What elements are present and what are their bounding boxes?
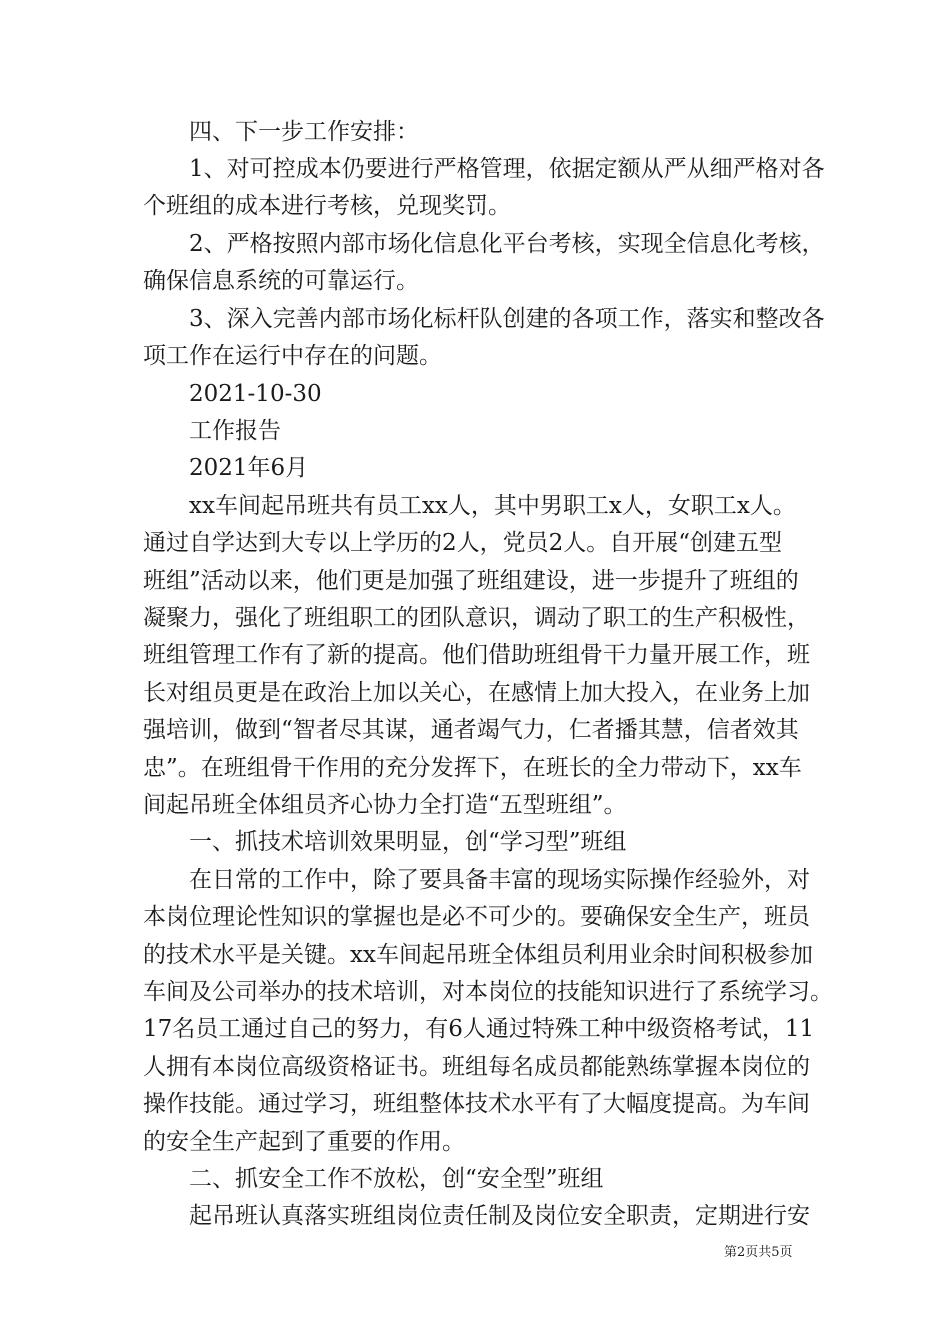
- text-line: 强培训，做到“智者尽其谋，通者竭气力，仁者播其慧，信者效其: [143, 717, 799, 743]
- section-heading: 二、抓安全工作不放松，创“安全型”班组: [189, 1166, 604, 1192]
- text-line: 人拥有本岗位高级资格证书。班组每名成员都能熟练掌握本岗位的: [143, 1054, 810, 1080]
- text-line: 班组”活动以来，他们更是加强了班组建设，进一步提升了班组的: [143, 568, 799, 594]
- section-heading: 一、抓技术培训效果明显，创“学习型”班组: [189, 829, 627, 855]
- text-line: 2021-10-30: [189, 381, 322, 407]
- text-line: 2、严格按照内部市场化信息化平台考核，实现全信息化考核，: [189, 231, 825, 257]
- text-line: 长对组员更是在政治上加以关心，在感情上加大投入，在业务上加: [143, 680, 810, 706]
- text-line: 间起吊班全体组员齐心协力全打造“五型班组”。: [143, 792, 627, 818]
- text-line: 1、对可控成本仍要进行严格管理，依据定额从严从细严格对各: [189, 156, 825, 182]
- text-line: 在日常的工作中，除了要具备丰富的现场实际操作经验外，对: [189, 867, 810, 893]
- text-line: 班组管理工作有了新的提高。他们借助班组骨干力量开展工作，班: [143, 642, 810, 668]
- text-line: 17名员工通过自己的努力，有6人通过特殊工种中级资格考试，11: [143, 1016, 815, 1042]
- text-line: 本岗位理论性知识的掌握也是必不可少的。要确保安全生产，班员: [143, 904, 810, 930]
- page-number: 第2页共5页: [724, 1245, 793, 1260]
- text-line: 通过自学达到大专以上学历的2人，党员2人。自开展“创建五型: [143, 530, 783, 556]
- text-line: 2021年6月: [189, 455, 309, 481]
- text-line: 车间及公司举办的技术培训，对本岗位的技能知识进行了系统学习。: [143, 979, 833, 1005]
- text-line: 工作报告: [189, 418, 281, 444]
- text-line: 的安全生产起到了重要的作用。: [143, 1129, 465, 1155]
- text-line: 操作技能。通过学习，班组整体技术水平有了大幅度提高。为车间: [143, 1091, 810, 1117]
- text-line: 的技术水平是关键。xx车间起吊班全体组员利用业余时间积极参加: [143, 942, 813, 968]
- text-line: 个班组的成本进行考核，兑现奖罚。: [143, 193, 511, 219]
- text-line: 忠”。在班组骨干作用的充分发挥下，在班长的全力带动下，xx车: [143, 755, 802, 781]
- text-line: 凝聚力，强化了班组职工的团队意识，调动了职工的生产积极性，: [143, 605, 810, 631]
- text-line: 项工作在运行中存在的问题。: [143, 343, 442, 369]
- text-line: 确保信息系统的可靠运行。: [143, 268, 419, 294]
- text-line: 四、下一步工作安排：: [189, 119, 419, 145]
- text-line: 3、深入完善内部市场化标杆队创建的各项工作，落实和整改各: [189, 306, 825, 332]
- text-line: xx车间起吊班共有员工xx人，其中男职工x人，女职工x人。: [189, 493, 796, 519]
- text-line: 起吊班认真落实班组岗位责任制及岗位安全职责，定期进行安: [189, 1203, 810, 1229]
